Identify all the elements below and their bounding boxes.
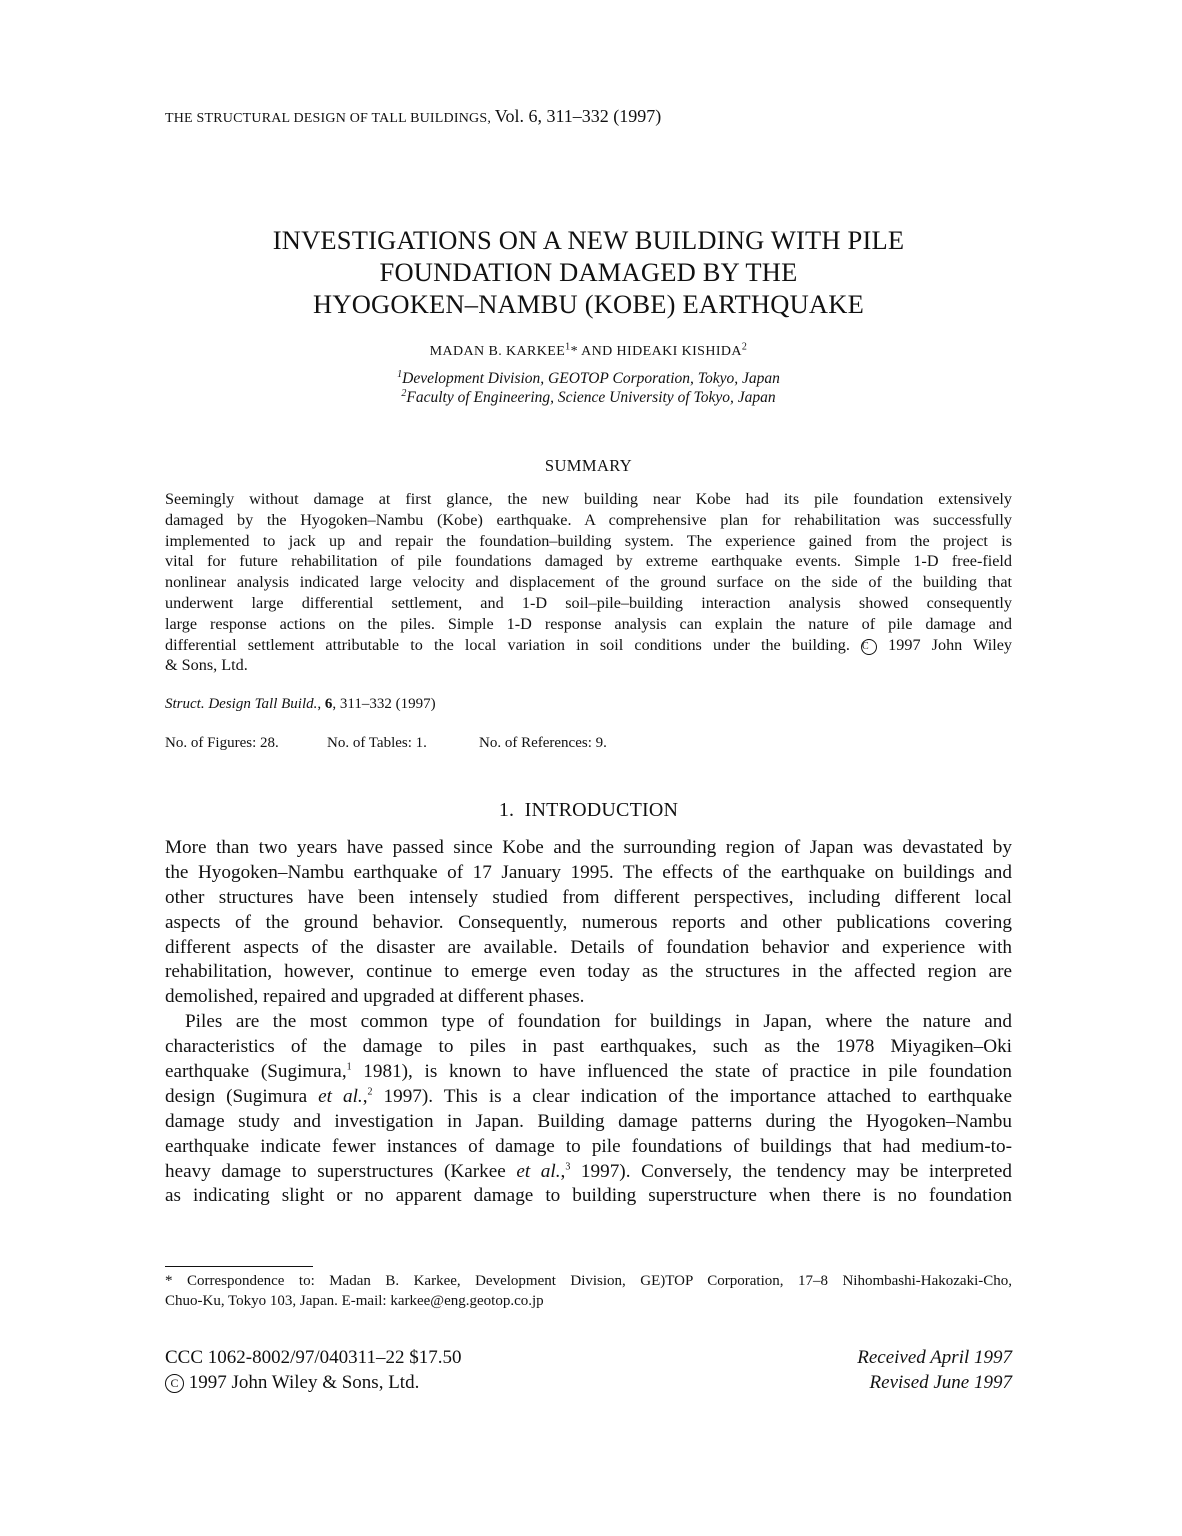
body-line: More than two years have passed since Kobe and the surrounding region of Japan was devastated by	[165, 837, 1012, 858]
body-text: earthquake (Sugimura,	[165, 1061, 347, 1083]
affiliation-1-mark: 1	[397, 368, 403, 380]
dates-block	[857, 1345, 1012, 1395]
footnote-star: *	[165, 1273, 173, 1289]
affiliation-2-text: Faculty of Engineering, Science University of Tokyo, Japan	[406, 389, 776, 406]
reference-mark: 2	[367, 1086, 373, 1098]
footnote-text: Correspondence to: Madan B. Karkee, Development Division, GE)TOP Corporation, 17–8 Nihombashi-Hakozaki-Cho,	[172, 1273, 1012, 1289]
body-text: design (Sugimura	[165, 1085, 319, 1107]
summary-line-text: differential settlement attributable to the local variation in soil conditions under the building.	[165, 635, 850, 654]
summary-text	[165, 489, 1012, 676]
body-line: aspects of the ground behavior. Consequently, numerous reports and other publications covering	[165, 911, 1012, 933]
title-line-1: INVESTIGATIONS ON A NEW BUILDING WITH PILE	[272, 225, 905, 255]
footnote-rule	[165, 1266, 313, 1267]
body-line	[165, 1160, 1012, 1185]
body-line	[165, 1085, 1012, 1110]
summary-line: implemented to jack up and repair the foundation–building system. The experience gained from the project is	[165, 531, 1012, 550]
summary-line: damaged by the Hyogoken–Nambu (Kobe) earthquake. A comprehensive plan for rehabilitation was successfully	[165, 510, 1012, 529]
et-al: et al.	[516, 1160, 561, 1182]
received-date: Received April 1997	[857, 1347, 1012, 1368]
body-text: 1981), is known to have influenced the state of practice in pile foundation	[351, 1061, 1012, 1083]
copyright-line	[165, 1370, 461, 1395]
copyright-icon: C	[165, 1374, 184, 1393]
reference-count: No. of References: 9.	[479, 735, 607, 751]
citation-journal: Struct. Design Tall Build.	[165, 696, 318, 712]
introduction-heading: 1. INTRODUCTION	[498, 799, 679, 821]
summary-line: large response actions on the piles. Simple 1-D response analysis can explain the nature of pile damage and	[165, 614, 1012, 633]
summary-heading: SUMMARY	[544, 456, 633, 475]
reference-mark: 1	[346, 1061, 352, 1073]
copyright-text: 1997 John Wiley & Sons, Ltd.	[184, 1372, 420, 1393]
et-al: et al.	[318, 1085, 363, 1107]
title-line-2: FOUNDATION DAMAGED BY THE	[379, 257, 798, 287]
author-1-corresponding-mark: *	[570, 344, 578, 359]
summary-line: nonlinear analysis indicated large velocity and displacement of the ground surface on the side of the building that	[165, 573, 1012, 592]
citation: Struct. Design Tall Build., 6, 311–332 (1997)	[165, 696, 436, 712]
body-line: Piles are the most common type of foundation for buildings in Japan, where the nature and	[185, 1011, 1012, 1033]
affiliation-1	[165, 370, 1012, 388]
body-text: 1997). Conversely, the tendency may be interpreted	[570, 1160, 1012, 1182]
author-1: MADAN B. KARKEE	[429, 344, 566, 359]
summary-copyright-tail: 1997 John Wiley	[877, 635, 1012, 654]
table-count: No. of Tables: 1.	[327, 735, 427, 751]
body-line: rehabilitation, however, continue to emerge even today as the structures in the affected region are	[165, 961, 1012, 983]
body-line: the Hyogoken–Nambu earthquake of 17 January 1995. The effects of the earthquake on buildings and	[165, 861, 1012, 883]
body-line: different aspects of the disaster are available. Details of foundation behavior and experience with	[165, 936, 1012, 958]
body-line: earthquake indicate fewer instances of damage to pile foundations of buildings that had medium-to-	[165, 1135, 1012, 1157]
summary-line: vital for future rehabilitation of pile foundations damaged by extreme earthquake events. Simple 1-D free-field	[165, 552, 1012, 571]
body-text: ,	[362, 1085, 368, 1107]
body-line: damage study and investigation in Japan. Building damage patterns during the Hyogoken–Nambu	[165, 1110, 1012, 1132]
figure-count: No. of Figures: 28.	[165, 735, 279, 751]
summary-line: & Sons, Ltd.	[165, 656, 248, 675]
affiliation-2	[165, 389, 1012, 407]
author-1-affil-mark: 1	[565, 341, 571, 353]
ccc-code: CCC 1062-8002/97/040311–22 $17.50	[165, 1347, 462, 1368]
body-line: as indicating slight or no apparent damage to building superstructure when there is no foundation	[165, 1185, 1012, 1207]
body-line: other structures have been intensely studied from different perspectives, including different local	[165, 886, 1012, 908]
footnote-line-1	[165, 1271, 1012, 1291]
footnote	[165, 1271, 1012, 1311]
citation-volume: 6	[324, 696, 333, 712]
summary-line: Seemingly without damage at first glance, the new building near Kobe had its pile foundation extensively	[165, 490, 1012, 508]
citation-pages: , 311–332 (1997)	[332, 696, 436, 712]
summary-line: underwent large differential settlement, and 1-D soil–pile–building interaction analysis showed consequently	[165, 593, 1012, 612]
paper-title	[165, 224, 1012, 320]
summary-line-copyright	[165, 635, 1012, 656]
affiliation-1-text: Development Division, GEOTOP Corporation, Tokyo, Japan	[402, 370, 780, 387]
body-text: ,	[560, 1160, 566, 1182]
author-list	[165, 341, 1012, 360]
revised-date: Revised June 1997	[869, 1372, 1012, 1393]
affiliation-2-mark: 2	[401, 387, 407, 399]
journal-header	[165, 106, 661, 127]
body-text: 1997). This is a clear indication of the importance attached to earthquake	[372, 1085, 1012, 1107]
copyright-icon: C	[861, 639, 877, 655]
body-text: heavy damage to superstructures (Karkee	[165, 1160, 517, 1182]
article-counts	[165, 735, 607, 752]
copyright-block	[165, 1345, 461, 1395]
volume-info: Vol. 6, 311–332 (1997)	[494, 106, 662, 126]
author-joiner: AND	[577, 344, 617, 359]
title-line-3: HYOGOKEN–NAMBU (KOBE) EARTHQUAKE	[313, 289, 864, 319]
reference-mark: 3	[565, 1161, 571, 1173]
journal-name: THE STRUCTURAL DESIGN OF TALL BUILDINGS,	[165, 111, 492, 126]
footnote-line-2: Chuo-Ku, Tokyo 103, Japan. E-mail: karkee@eng.geotop.co.jp	[165, 1293, 544, 1309]
author-2: HIDEAKI KISHIDA	[616, 344, 742, 359]
author-2-affil-mark: 2	[741, 341, 748, 353]
introduction-body	[165, 836, 1012, 1209]
body-line	[165, 1060, 1012, 1085]
body-line: demolished, repaired and upgraded at different phases.	[165, 986, 585, 1008]
body-line: characteristics of the damage to piles in past earthquakes, such as the 1978 Miyagiken–Oki	[165, 1036, 1012, 1058]
